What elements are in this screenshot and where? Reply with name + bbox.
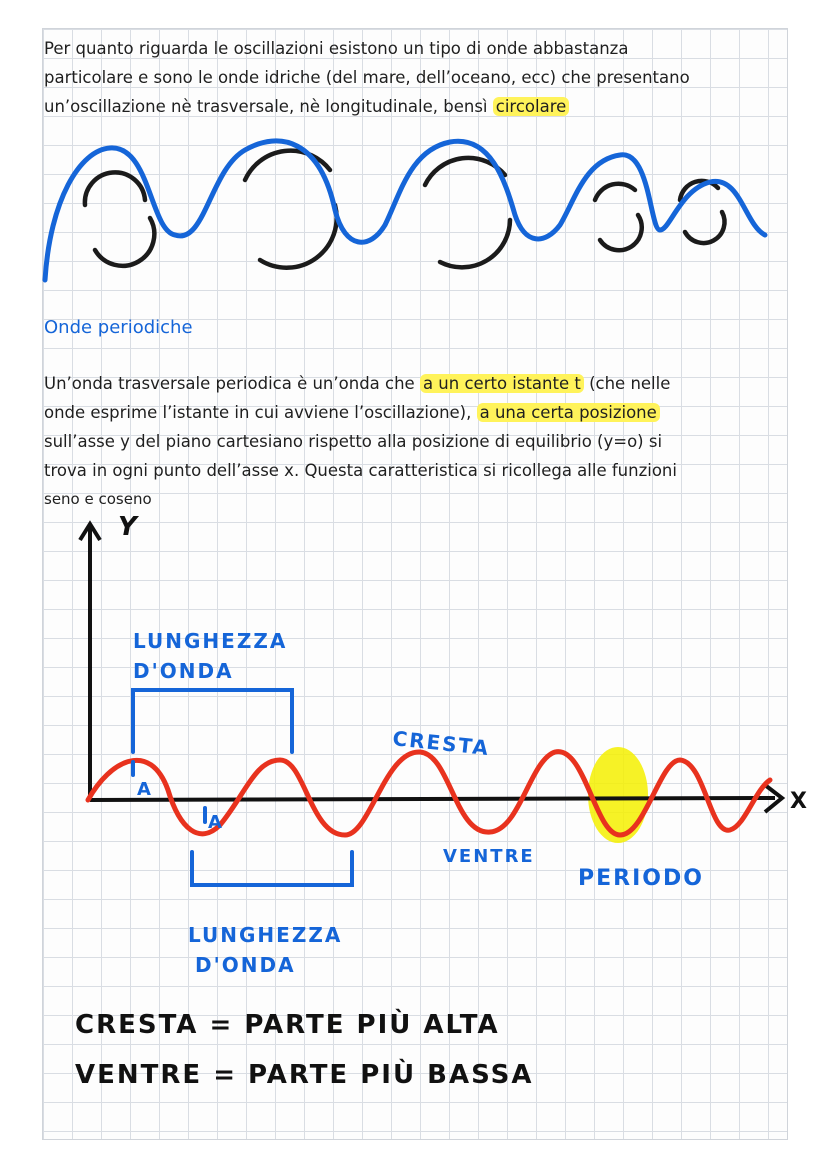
paragraph-line-3: sull’asse y del piano cartesiano rispetto alla posizione di equilibrio (y=o) si [44, 432, 663, 451]
crest-label: CRESTA [391, 726, 492, 761]
definition-trough: VENTRE = PARTE PIÙ BASSA [75, 1060, 534, 1090]
intro-line-2: particolare e sono le onde idriche (del mare, dell’oceano, ecc) che presentano [44, 68, 690, 87]
x-axis [90, 798, 775, 800]
paragraph-line-2-start: onde esprime l’istante in cui avviene l’oscillazione), [44, 403, 477, 422]
wavelength-bottom-label-2: D'ONDA [195, 953, 296, 977]
intro-line-1: Per quanto riguarda le oscillazioni esistono un tipo di onde abbastanza [44, 39, 629, 58]
period-highlight [588, 747, 648, 843]
trough-label: VENTRE [443, 846, 535, 867]
x-axis-label: X [790, 789, 809, 814]
section-title: Onde periodiche [44, 317, 193, 338]
highlight-istante: a un certo istante t [420, 374, 584, 393]
paragraph-line-5: seno e coseno [44, 490, 152, 508]
amplitude-label-1: A [137, 779, 153, 800]
wavelength-bracket-top [133, 690, 292, 752]
paragraph-line-1-start: Un’onda trasversale periodica è un’onda che [44, 374, 420, 393]
amplitude-label-2: A [208, 812, 224, 833]
intro-line-3-text: un’oscillazione nè trasversale, nè longitudinale, bensì [44, 97, 493, 116]
wavelength-bracket-bottom [192, 852, 352, 885]
wavelength-top-label-1: LUNGHEZZA [133, 629, 288, 653]
wavelength-top-label-2: D'ONDA [133, 659, 234, 683]
highlight-posizione: a una certa posizione [477, 403, 660, 422]
paragraph-line-4: trova in ogni punto dell’asse x. Questa caratteristica si ricollega alle funzioni [44, 461, 677, 480]
red-sine-wave [88, 752, 770, 835]
wavelength-bottom-label-1: LUNGHEZZA [188, 923, 343, 947]
paragraph-line-1-end: (che nelle [583, 374, 671, 393]
definition-crest: CRESTA = PARTE PIÙ ALTA [75, 1010, 500, 1040]
highlight-circolare: circolare [493, 97, 570, 116]
period-label: PERIODO [578, 866, 704, 891]
y-axis-label: Y [118, 512, 139, 542]
